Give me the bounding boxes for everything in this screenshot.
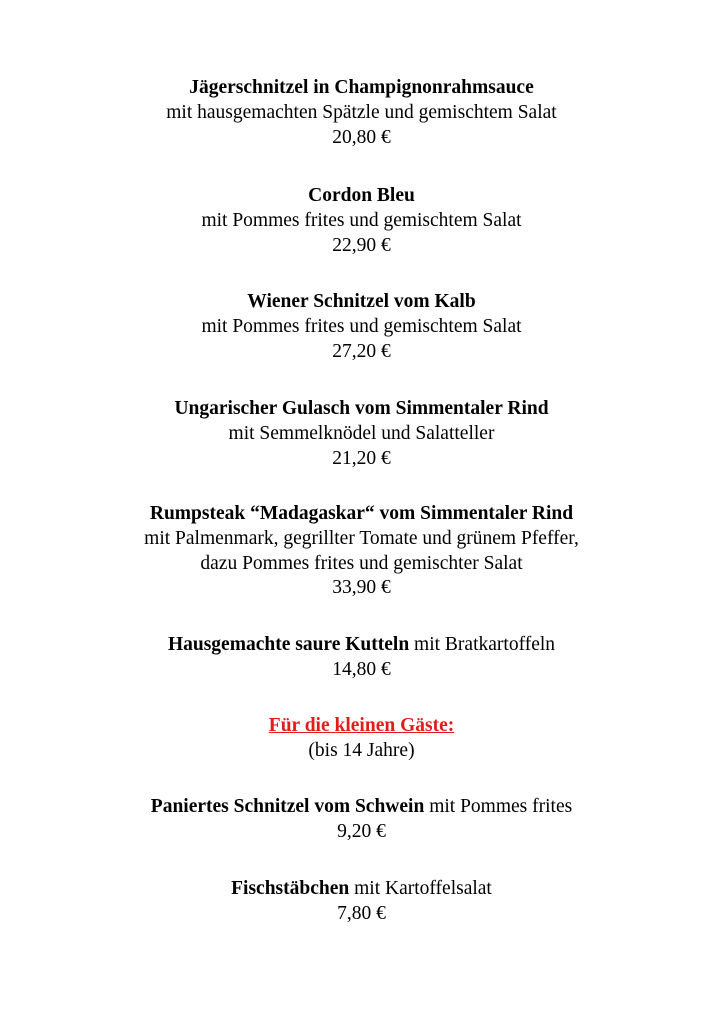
dish-line [0, 633, 723, 657]
section-subheading: (bis 14 Jahre) [308, 740, 415, 761]
dish-price: 14,80 € [332, 659, 391, 680]
dish-name: Fischstäbchen [231, 878, 350, 899]
dish-price: 20,80 € [332, 127, 391, 148]
dish-name: Jägerschnitzel in Champignonrahmsauce [189, 77, 534, 98]
dish-name: Wiener Schnitzel vom Kalb [247, 291, 476, 312]
dish-name: Paniertes Schnitzel vom Schwein [150, 796, 425, 817]
dish-description: mit Pommes frites [424, 796, 573, 817]
dish-name: Cordon Bleu [308, 185, 415, 206]
dish-name: Hausgemachte saure Kutteln [167, 634, 410, 655]
dish-description: mit Palmenmark, gegrillter Tomate und grünem Pfeffer, [144, 528, 579, 549]
dish-description: mit Bratkartoffeln [409, 634, 556, 655]
dish-name: Rumpsteak “Madagaskar“ vom Simmentaler Rind [149, 503, 574, 524]
dish-price: 27,20 € [332, 341, 391, 362]
dish-price: 21,20 € [332, 448, 391, 469]
dish-name: Ungarischer Gulasch vom Simmentaler Rind [174, 398, 549, 419]
kids-heading: Für die kleinen Gäste: [268, 715, 455, 736]
dish-description: mit Pommes frites und gemischtem Salat [201, 210, 522, 231]
dish-description: mit hausgemachten Spätzle und gemischtem Salat [166, 102, 557, 123]
dish-line [0, 795, 723, 819]
dish-description: mit Pommes frites und gemischtem Salat [201, 316, 522, 337]
dish-description: mit Semmelknödel und Salatteller [228, 423, 495, 444]
dish-description: dazu Pommes frites und gemischter Salat [200, 553, 523, 574]
dish-price: 33,90 € [332, 577, 391, 598]
dish-price: 7,80 € [337, 903, 386, 924]
dish-line [0, 877, 723, 901]
dish-price: 22,90 € [332, 235, 391, 256]
dish-price: 9,20 € [337, 821, 386, 842]
section-heading [0, 714, 723, 738]
dish-description: mit Kartoffelsalat [349, 878, 492, 899]
